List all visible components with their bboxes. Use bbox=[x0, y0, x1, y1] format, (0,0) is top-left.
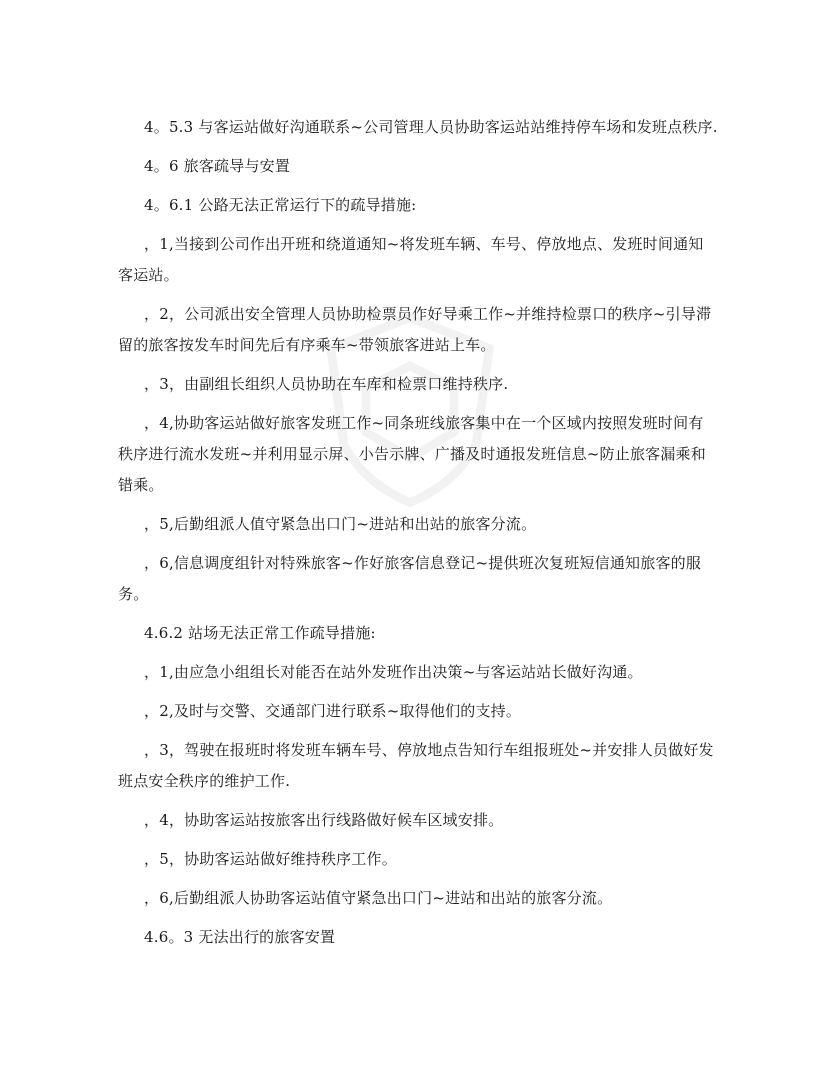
paragraph-4-5-3: 4。5.3 与客运站做好沟通联系~公司管理人员协助客运站站维持停车场和发班点秩序. bbox=[144, 118, 718, 136]
heading-4-6-1: 4。6.1 公路无法正常运行下的疏导措施: bbox=[144, 196, 417, 214]
paragraph-4-6-2-item-3: ，3，驾驶在报班时将发班车辆车号、停放地点告知行车组报班处~并安排人员做好发班点安全秩序的维护工作. bbox=[118, 741, 714, 790]
heading-4-6-2: 4.6.2 站场无法正常工作疏导措施: bbox=[144, 624, 376, 642]
paragraph-4-6-2-item-5: ，5，协助客运站做好维持秩序工作。 bbox=[144, 850, 397, 868]
paragraph-4-6-2-item-2: ，2,及时与交警、交通部门进行联系~取得他们的支持。 bbox=[144, 702, 522, 720]
paragraph-4-6-2-item-1: ，1,由应急小组组长对能否在站外发班作出决策~与客运站站长做好沟通。 bbox=[144, 663, 643, 681]
heading-4-6: 4。6 旅客疏导与安置 bbox=[144, 157, 291, 175]
document-body bbox=[118, 112, 718, 953]
paragraph-4-6-1-item-2: ，2，公司派出安全管理人员协助检票员作好导乘工作~并维持检票口的秩序~引导滞留的旅客按发车时间先后有序乘车~带领旅客进站上车。 bbox=[118, 305, 712, 354]
paragraph-4-6-1-item-6: ，6,信息调度组针对特殊旅客~作好旅客信息登记~提供班次复班短信通知旅客的服务。 bbox=[118, 554, 702, 603]
paragraph-4-6-2-item-4: ，4，协助客运站按旅客出行线路做好候车区域安排。 bbox=[144, 811, 504, 829]
paragraph-4-6-1-item-4: ，4,协助客运站做好旅客发班工作~同条班线旅客集中在一个区域内按照发班时间有秩序进行流水发班~并利用显示屏、小告示牌、广播及时通报发班信息~防止旅客漏乘和错乘。 bbox=[118, 414, 706, 494]
paragraph-4-6-1-item-5: ，5,后勤组派人值守紧急出口门~进站和出站的旅客分流。 bbox=[144, 515, 537, 533]
paragraph-4-6-1-item-3: ，3，由副组长组织人员协助在车库和检票口维持秩序. bbox=[144, 375, 509, 393]
paragraph-4-6-2-item-6: ，6,后勤组派人协助客运站值守紧急出口门~进站和出站的旅客分流。 bbox=[144, 889, 613, 907]
paragraph-4-6-1-item-1: ，1,当接到公司作出开班和绕道通知~将发班车辆、车号、停放地点、发班时间通知客运站。 bbox=[118, 235, 704, 284]
heading-4-6-3: 4.6。3 无法出行的旅客安置 bbox=[144, 928, 336, 946]
